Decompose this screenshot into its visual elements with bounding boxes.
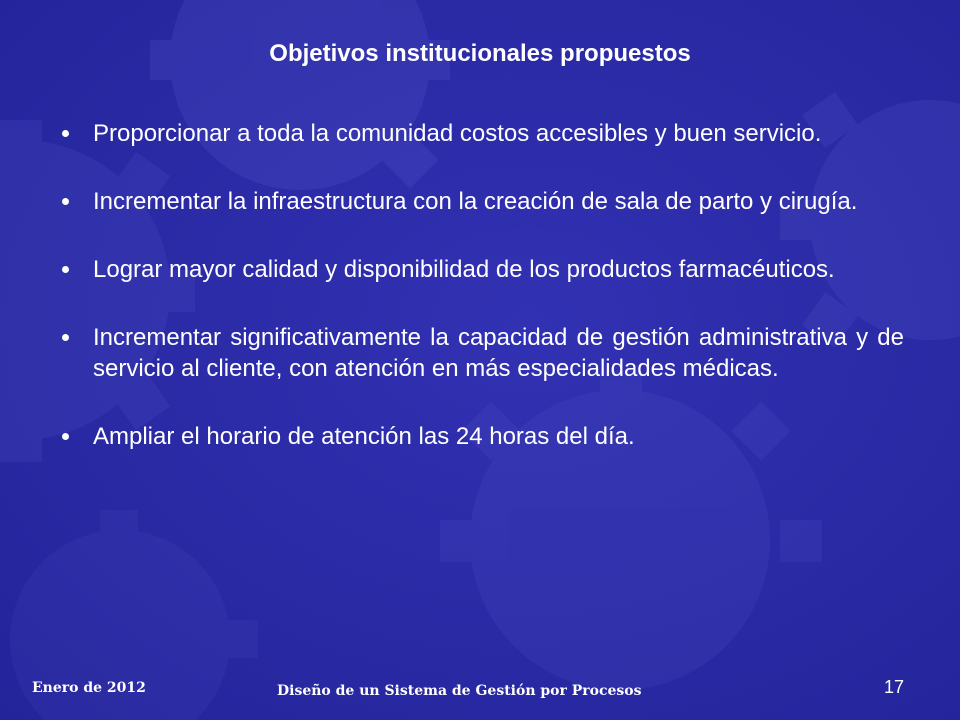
list-item: [62, 118, 904, 149]
page-number: 17: [884, 677, 905, 697]
list-item-text: Ampliar el horario de atención las 24 horas del día.: [93, 423, 635, 450]
footer-title: Diseño de un Sistema de Gestión por Procesos: [277, 683, 642, 699]
bullet-icon: [62, 266, 69, 273]
list-item-text: Incrementar la infraestructura con la creación de sala de parto y cirugía.: [93, 188, 858, 215]
footer-date: Enero de 2012: [32, 680, 146, 696]
slide-title: Objetivos institucionales propuestos: [269, 40, 691, 67]
list-item: [62, 186, 904, 217]
list-item: [62, 421, 904, 452]
list-item-text: Incrementar significativamente la capacidad de gestión administrativa y de servicio al cliente, con atención en más especialidades médicas.: [93, 324, 904, 382]
list-item: [62, 254, 904, 285]
bullet-icon: [62, 198, 69, 205]
bullet-icon: [62, 130, 69, 137]
bullet-icon: [62, 433, 69, 440]
list-item: [62, 322, 904, 384]
bullet-icon: [62, 334, 69, 341]
objectives-list: [62, 118, 904, 489]
list-item-text: Proporcionar a toda la comunidad costos accesibles y buen servicio.: [93, 120, 822, 147]
list-item-text: Lograr mayor calidad y disponibilidad de los productos farmacéuticos.: [93, 256, 835, 283]
